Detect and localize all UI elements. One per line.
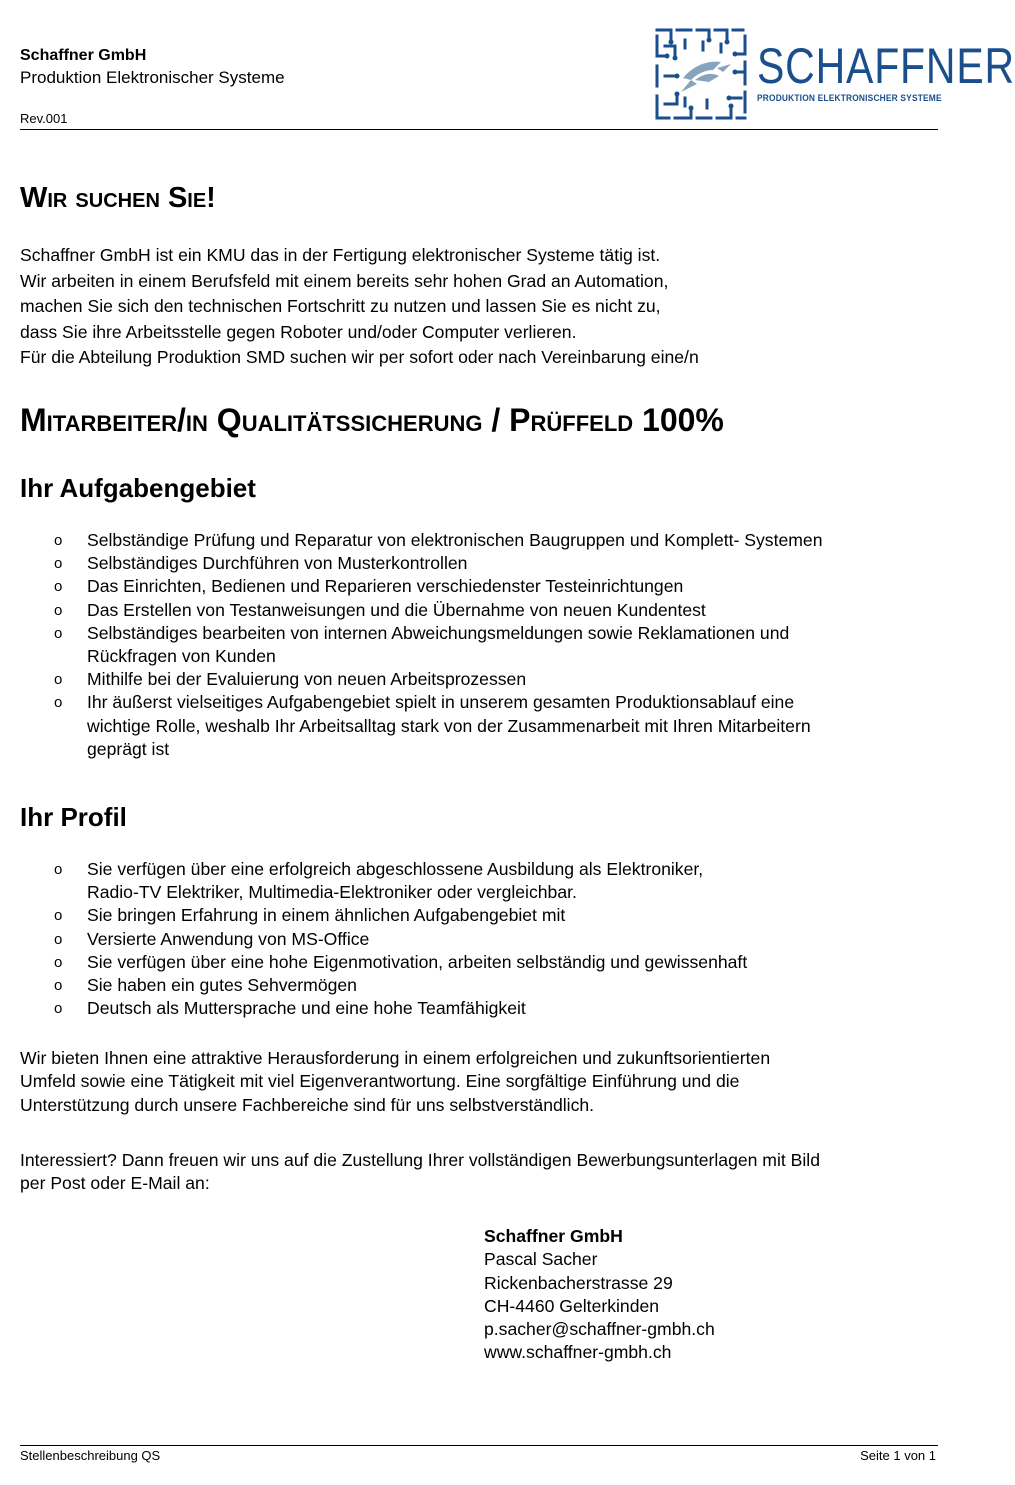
list-item: o Sie haben ein gutes Sehvermögen — [0, 974, 747, 997]
intro-line: dass Sie ihre Arbeitsstelle gegen Roboter und/oder Computer verlieren. — [20, 321, 577, 342]
list-item: o Mithilfe bei der Evaluierung von neuen Arbeitsprozessen — [0, 668, 823, 691]
offer-paragraph: Wir bieten Ihnen eine attraktive Herausforderung in einem erfolgreichen und zukunftsorientierten Umfeld sowie eine Tätigkeit mit viel Eigenverantwortung. Eine sorgfältige Einführung und die Unterstützung durch unsere Fachbereiche sind für uns selbstverständlich. — [20, 1048, 771, 1115]
address-city: CH-4460 Gelterkinden — [484, 1295, 660, 1316]
intro-line: Wir arbeiten in einem Berufsfeld mit einem bereits sehr hohen Grad an Automation, — [20, 270, 669, 291]
tasks-list — [0, 529, 823, 761]
header-revision: Rev.001 — [20, 111, 68, 126]
profile-list — [0, 858, 747, 1020]
list-item: o Sie verfügen über eine hohe Eigenmotivation, arbeiten selbständig und gewissenhaft — [0, 951, 747, 974]
intro-line: machen Sie sich den technischen Fortschritt zu nutzen und lassen Sie es nicht zu, — [20, 296, 661, 317]
intro-line: Für die Abteilung Produktion SMD suchen wir per sofort oder nach Vereinbarung eine/n — [20, 347, 699, 368]
intro-paragraph — [20, 243, 699, 371]
footer-divider — [20, 1445, 938, 1446]
address-website[interactable]: www.schaffner-gmbh.ch — [484, 1342, 672, 1363]
list-item: o Selbständiges Durchführen von Musterkontrollen — [0, 552, 823, 575]
header-divider — [20, 129, 938, 130]
header-division: Produktion Elektronischer Systeme — [20, 68, 285, 87]
list-item: o Deutsch als Muttersprache und eine hohe Teamfähigkeit — [0, 997, 747, 1020]
list-item: o Selbständige Prüfung und Reparatur von elektronischen Baugruppen und Komplett- Systemen — [0, 529, 823, 552]
headline: Wir suchen Sie! — [20, 182, 216, 214]
address-email[interactable]: p.sacher@schaffner-gmbh.ch — [484, 1319, 715, 1340]
list-item: o Selbständiges bearbeiten von internen Abweichungsmeldungen sowie Reklamationen und Rückfragen von Kunden — [0, 622, 823, 668]
footer-page-number: Seite 1 von 1 — [860, 1448, 936, 1463]
job-title: Mitarbeiter/in Qualitätssicherung / Prüffeld 100% — [20, 402, 724, 438]
contact-address — [484, 1225, 715, 1365]
logo-wordmark: SCHAFFNER — [757, 38, 1015, 94]
tasks-heading: Ihr Aufgabengebiet — [20, 473, 256, 503]
list-item: o Sie verfügen über eine erfolgreich abgeschlossene Ausbildung als Elektroniker, Radio-TV Elektriker, Multimedia-Elektroniker oder vergleichbar. — [0, 858, 747, 904]
footer-document-name: Stellenbeschreibung QS — [20, 1448, 161, 1463]
address-company: Schaffner GmbH — [484, 1226, 623, 1246]
address-name: Pascal Sacher — [484, 1249, 598, 1270]
list-item: o Das Einrichten, Bedienen und Reparieren verschiedenster Testeinrichtungen — [0, 575, 823, 598]
contact-paragraph: Interessiert? Dann freuen wir uns auf die Zustellung Ihrer vollständigen Bewerbungsunterlagen mit Bild per Post oder E-Mail an: — [20, 1150, 820, 1194]
list-item: o Ihr äußerst vielseitiges Aufgabengebiet spielt in unserem gesamten Produktionsablauf eine wichtige Rolle, weshalb Ihr Arbeitsalltag stark von der Zusammenarbeit mit Ihren Mitarbeitern geprägt ist — [0, 691, 823, 761]
intro-line: Schaffner GmbH ist ein KMU das in der Fertigung elektronischer Systeme tätig ist. — [20, 245, 661, 265]
list-item: o Sie bringen Erfahrung in einem ähnlichen Aufgabengebiet mit — [0, 904, 747, 927]
list-item: o Das Erstellen von Testanweisungen und die Übernahme von neuen Kundentest — [0, 599, 823, 622]
address-street: Rickenbacherstrasse 29 — [484, 1272, 673, 1293]
header-company: Schaffner GmbH — [20, 47, 147, 64]
list-item: o Versierte Anwendung von MS-Office — [0, 928, 747, 951]
profile-heading: Ihr Profil — [20, 802, 127, 832]
logo-subtitle: PRODUKTION ELEKTRONISCHER SYSTEME — [757, 93, 942, 103]
